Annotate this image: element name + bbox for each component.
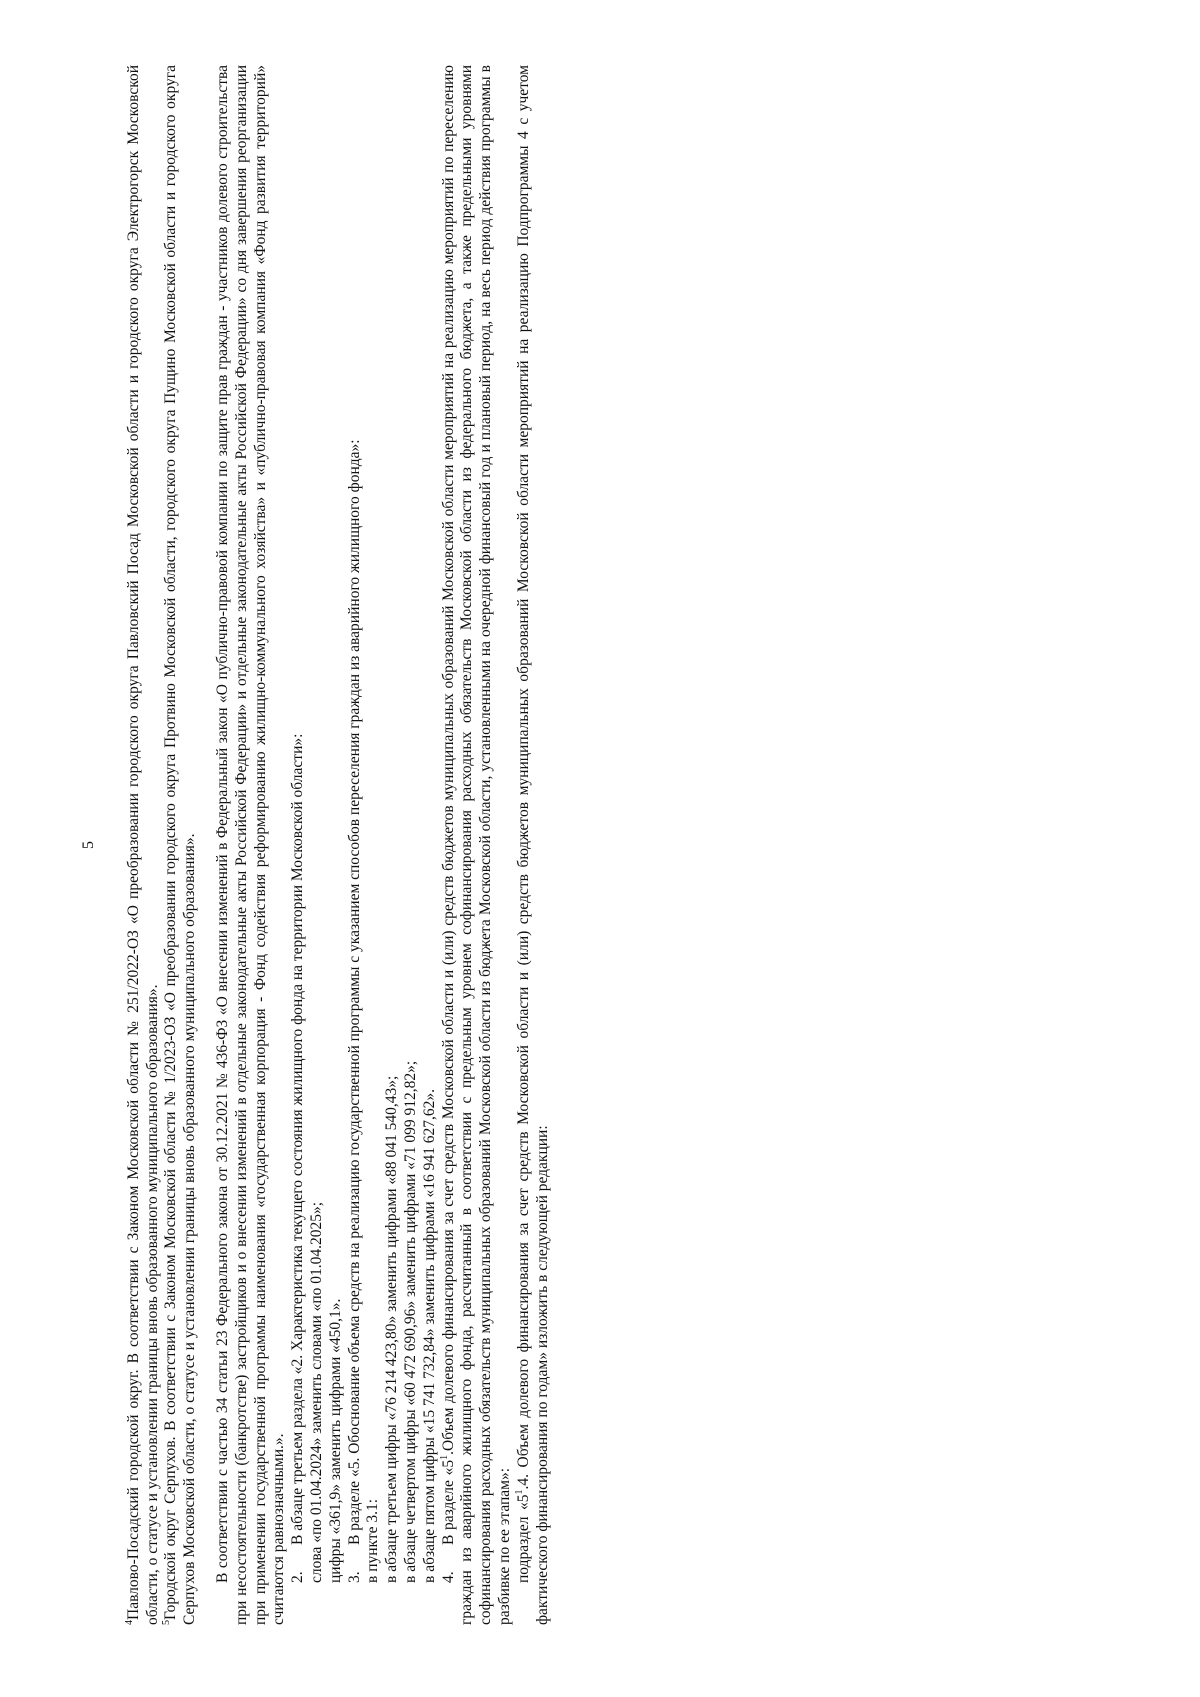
item-3 [346, 65, 365, 1625]
item-3-line-1: в абзаце третьем цифры «76 214 423,80» заменить цифрами «88 041 540,43»; [383, 1075, 401, 1583]
item-2-line-2: цифры «361,9» заменить цифрами «450,1». [326, 1298, 344, 1583]
item-4-text: .Объем долевого финансирования за счет средств Московской области и (или) средств бюджетов муниципальных образований Московской области мероприятий на реализацию мероприятий по переселению граждан из аварийного жилищного фонда, рассчитанный в соответствии с предельным уровнем софинансирования расходных обязательств Московской области из федерального бюджета, а также предельными уровнями софинансирования расходных обязательств муниципальных образований Московской области из бюджета Московской области, установленными на очередной финансовый год и плановый период, на весь период действия программы в разбивке по ее этапам»: [439, 65, 513, 1625]
intro-paragraph: В соответствии с частью 34 статьи 23 Федерального закона от 30.12.2021 № 436-ФЗ «О внесении изменений в Федеральный закон «О публично-правовой компании по защите прав граждан - участников долевого строительства при несостоятельности (банкротстве) застройщиков и о внесении изменений в отдельные законодательные акты Российской Федерации» и отдельные законодательные акты Российской Федерации» со дня завершения реорганизации при применении государственной программы наименования «государственная корпорация - Фонд содействия реформированию жилищно-коммунального хозяйства» и «публично-правовая компания «Фонд развития территорий» считаются равнозначными.». [213, 65, 288, 1625]
item-4-sup: 1 [438, 1454, 450, 1460]
footnote-5-text: Городской округ Серпухов. В соответствии с Законом Московской области № 1/2023-ОЗ «О преобразовании городского округа Протвино Московской области, городского округа Пущино Московской области и городского округа Серпухов Московской области, о статусе и установлении границы вновь образованного муниципального образования». [162, 65, 199, 1625]
item-3-line-2: в абзаце четвертом цифры «60 472 690,96» заменить цифрами «71 099 912,82»; [401, 1060, 419, 1583]
spacer [200, 65, 214, 1625]
item-4-prefix: В разделе «5 [439, 1459, 457, 1545]
footnote-4 [125, 65, 163, 1625]
footnote-5 [162, 65, 200, 1625]
item-2-number: 2. [289, 1571, 307, 1583]
item-4-number: 4. [439, 1571, 457, 1583]
footnote-5-mark: 5 [161, 1620, 173, 1625]
item-3-number: 3. [345, 1571, 363, 1583]
item-3-line-3: в абзаце пятом цифры «15 741 732,84» заменить цифрами «16 941 627,62». [420, 1088, 438, 1583]
item-2 [289, 65, 308, 1625]
item-3-point: в пункте 3.1: [364, 1498, 382, 1583]
item-4-sub-sup: 1 [513, 1489, 525, 1495]
footnote-4-mark: 4 [123, 1620, 135, 1625]
rotated-text-block [80, 65, 1100, 1625]
page-number: 5 [80, 841, 97, 849]
item-2-line-1: слова «по 01.04.2024» заменить словами «по 01.04.2025»; [307, 1201, 325, 1583]
item-2-text: В абзаце третьем раздела «2. Характеристика текущего состояния жилищного фонда на территории Московской области»: [289, 733, 307, 1545]
footnote-4-text: Павлово-Посадский городской округ. В соответствии с Законом Московской области № 251/2022-ОЗ «О преобразовании городского округа Павловский Посад Московской области и городского округа Электрогорск Московской области, о статусе и установлении границы вновь образованного муниципального образования». [124, 65, 161, 1625]
item-4-sub-text: .4. Объем долевого финансирования за счет средств Московской области и (или) средств бюджетов муниципальных образований Московской области мероприятий на реализацию Подпрограммы 4 с учетом фактического финансирования по годам» изложить в следующей редакции: [514, 65, 551, 1625]
item-4 [440, 65, 515, 1625]
item-4-sub-prefix: подраздел «5 [514, 1494, 532, 1583]
item-4-subsection [515, 65, 553, 1625]
item-3-text: В разделе «5. Обоснование объема средств на реализацию государственной программы с указанием способов переселения граждан из аварийного жилищного фонда»: [345, 439, 363, 1545]
